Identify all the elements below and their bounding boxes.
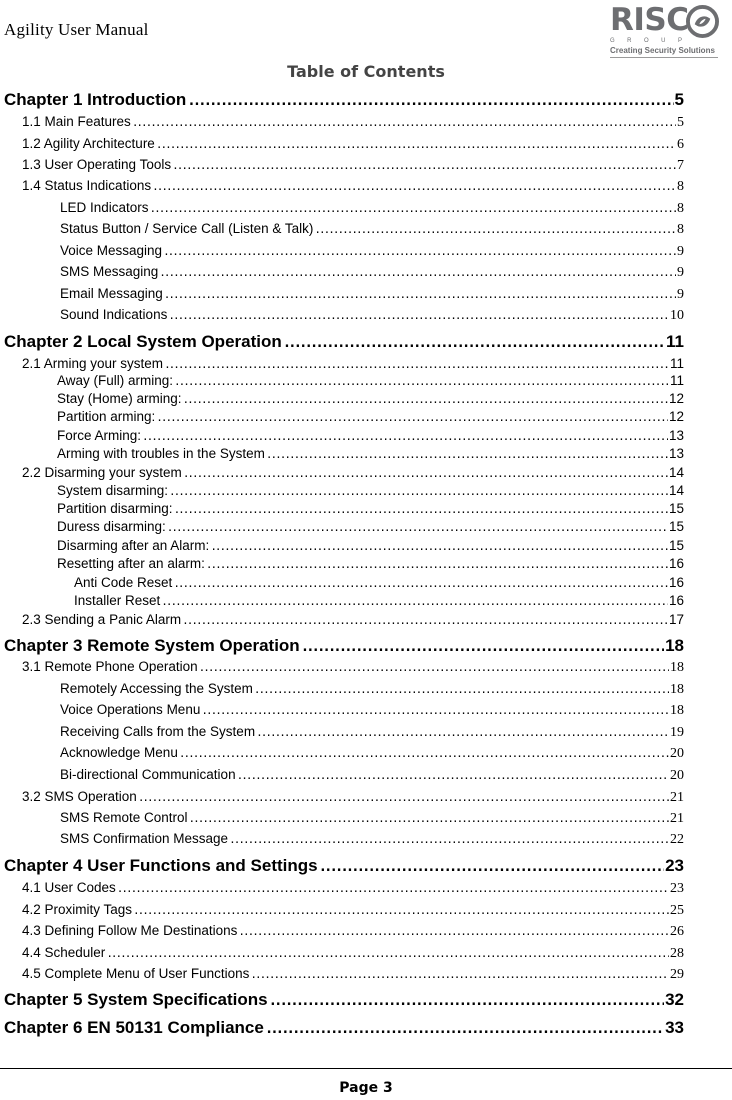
toc-dot-leader — [254, 683, 669, 696]
toc-entry-label: Duress disarming: — [57, 519, 166, 534]
toc-entry-page: 29 — [670, 967, 684, 982]
toc-entry-label: Stay (Home) arming: — [57, 391, 182, 406]
toc-dot-leader — [174, 503, 668, 516]
toc-chapter-entry[interactable] — [4, 332, 684, 352]
toc-dot-leader — [167, 521, 668, 534]
toc-dot-leader — [250, 968, 669, 981]
toc-dot-leader — [172, 159, 676, 172]
toc-entry-page: 19 — [670, 725, 684, 740]
toc-entry-page: 28 — [670, 946, 684, 961]
toc-entry-label: Remotely Accessing the System — [60, 681, 253, 696]
logo-wordmark: RISC — [610, 2, 689, 38]
toc-dot-leader — [238, 925, 669, 938]
toc-entry-label: Acknowledge Menu — [60, 745, 178, 760]
toc-entry-label: 1.3 User Operating Tools — [22, 157, 172, 172]
toc-entry-page: 15 — [668, 538, 684, 553]
toc-dot-leader — [179, 747, 669, 760]
toc-dot-leader — [152, 180, 676, 193]
toc-entry-label: Chapter 3 Remote System Operation — [4, 636, 300, 655]
toc-entry-page: 12 — [668, 409, 684, 424]
toc-entry[interactable] — [60, 264, 684, 281]
toc-dot-leader — [174, 375, 669, 388]
toc-chapter-entry[interactable] — [4, 636, 684, 656]
toc-entry-label: Status Button / Service Call (Listen & Talk) — [60, 221, 314, 236]
toc-entry[interactable] — [60, 221, 684, 238]
toc-dot-leader — [237, 769, 669, 782]
toc-entry-page: 11 — [669, 356, 684, 371]
toc-entry[interactable] — [22, 789, 684, 806]
toc-entry-page: 5 — [674, 90, 684, 109]
toc-entry-label: Away (Full) arming: — [57, 373, 174, 388]
toc-entry-label: 1.2 Agility Architecture — [22, 136, 155, 151]
toc-entry[interactable] — [60, 702, 684, 719]
footer-divider — [0, 1068, 732, 1069]
toc-entry[interactable] — [22, 880, 684, 897]
toc-entry-label: 2.3 Sending a Panic Alarm — [22, 612, 182, 627]
toc-entry[interactable] — [57, 556, 684, 571]
toc-entry-page: 16 — [668, 556, 684, 571]
toc-dot-leader — [138, 791, 669, 804]
toc-entry-page: 12 — [668, 391, 684, 406]
toc-entry[interactable] — [57, 519, 684, 534]
toc-entry[interactable] — [22, 136, 684, 153]
toc-entry-page: 18 — [665, 636, 684, 655]
toc-entry-page: 25 — [670, 903, 684, 918]
toc-entry-label: Voice Messaging — [60, 243, 163, 258]
toc-dot-leader — [142, 430, 668, 443]
toc-entry[interactable] — [57, 483, 684, 498]
toc-entry-label: 4.3 Defining Follow Me Destinations — [22, 923, 238, 938]
toc-entry-page: 23 — [665, 856, 684, 875]
toc-entry-label: Disarming after an Alarm: — [57, 538, 210, 553]
toc-entry-page: 22 — [670, 832, 684, 847]
toc-dot-leader — [182, 614, 668, 627]
toc-entry-label: 1.1 Main Features — [22, 114, 131, 129]
toc-entry-page: 23 — [670, 881, 684, 896]
risco-swirl-icon — [686, 5, 719, 38]
toc-entry[interactable] — [22, 659, 684, 676]
toc-entry[interactable] — [60, 200, 684, 217]
toc-dot-leader — [189, 812, 669, 825]
toc-dot-leader — [199, 661, 669, 674]
toc-entry-label: 3.2 SMS Operation — [22, 789, 137, 804]
toc-dot-leader — [164, 358, 669, 371]
toc-entry[interactable] — [22, 465, 684, 480]
toc-dot-leader — [210, 540, 668, 553]
toc-entry[interactable] — [60, 810, 684, 827]
toc-entry-page: 18 — [670, 660, 684, 675]
toc-entry-label: 4.2 Proximity Tags — [22, 902, 133, 917]
toc-entry-label: Chapter 1 Introduction — [4, 90, 187, 109]
toc-entry-label: Partition disarming: — [57, 501, 173, 516]
toc-dot-leader — [269, 993, 664, 1009]
toc-entry-page: 11 — [669, 373, 684, 388]
toc-entry[interactable] — [74, 593, 684, 608]
toc-entry-page: 21 — [670, 790, 684, 805]
toc-entry-page: 33 — [665, 1018, 684, 1037]
toc-entry[interactable] — [57, 373, 684, 388]
toc-entry-page: 11 — [666, 332, 684, 351]
toc-entry-page: 10 — [670, 308, 684, 323]
toc-entry-label: Sound Indications — [60, 307, 168, 322]
toc-chapter-entry[interactable] — [4, 990, 684, 1010]
toc-dot-leader — [106, 947, 669, 960]
toc-entry[interactable] — [60, 831, 684, 848]
toc-entry[interactable] — [60, 307, 684, 324]
toc-entry-page: 7 — [677, 158, 684, 173]
toc-dot-leader — [229, 833, 669, 846]
toc-dot-leader — [201, 704, 669, 717]
toc-entry-page: 13 — [668, 446, 684, 461]
toc-entry-page: 6 — [677, 137, 684, 152]
toc-entry-page: 9 — [677, 287, 684, 302]
toc-entry-label: 1.4 Status Indications — [22, 178, 152, 193]
toc-entry-page: 8 — [677, 201, 684, 216]
toc-dot-leader — [156, 411, 668, 424]
toc-dot-leader — [156, 138, 676, 151]
toc-dot-leader — [319, 859, 664, 875]
toc-entry-page: 9 — [677, 265, 684, 280]
toc-entry-page: 8 — [677, 222, 684, 237]
toc-entry-label: 4.4 Scheduler — [22, 945, 106, 960]
toc-entry-page: 20 — [670, 768, 684, 783]
toc-entry[interactable] — [60, 724, 684, 741]
toc-entry-label: Partition arming: — [57, 409, 156, 424]
toc-entry[interactable] — [22, 157, 684, 174]
toc-entry-label: 3.1 Remote Phone Operation — [22, 659, 198, 674]
toc-chapter-entry[interactable] — [4, 1018, 684, 1038]
toc-entry-page: 32 — [665, 990, 684, 1009]
toc-entry-label: LED Indicators — [60, 200, 149, 215]
toc-entry[interactable] — [22, 945, 684, 962]
toc-entry[interactable] — [22, 923, 684, 940]
toc-dot-leader — [133, 904, 669, 917]
toc-entry[interactable] — [22, 902, 684, 919]
toc-entry[interactable] — [60, 767, 684, 784]
toc-dot-leader — [169, 485, 668, 498]
toc-entry-label: 4.5 Complete Menu of User Functions — [22, 966, 250, 981]
toc-dot-leader — [164, 288, 676, 301]
toc-entry[interactable] — [57, 538, 684, 553]
toc-dot-leader — [117, 882, 669, 895]
toc-dot-leader — [314, 223, 676, 236]
toc-dot-leader — [283, 335, 665, 351]
document-title: Agility User Manual — [4, 20, 149, 39]
toc-entry[interactable] — [57, 428, 684, 443]
toc-entry[interactable] — [22, 178, 684, 195]
toc-entry-label: Chapter 4 User Functions and Settings — [4, 856, 318, 875]
toc-entry-page: 18 — [670, 682, 684, 697]
toc-entry-label: Chapter 2 Local System Operation — [4, 332, 282, 351]
toc-dot-leader — [266, 448, 668, 461]
toc-entry[interactable] — [22, 356, 684, 371]
toc-entry-label: Resetting after an alarm: — [57, 556, 205, 571]
toc-dot-leader — [159, 266, 676, 279]
toc-dot-leader — [163, 245, 676, 258]
toc-entry-page: 16 — [668, 575, 684, 590]
toc-entry[interactable] — [57, 409, 684, 424]
toc-entry[interactable] — [22, 114, 684, 131]
toc-entry-page: 15 — [668, 501, 684, 516]
toc-dot-leader — [168, 309, 669, 322]
toc-entry-page: 15 — [668, 519, 684, 534]
toc-dot-leader — [256, 726, 669, 739]
toc-entry[interactable] — [60, 681, 684, 698]
toc-dot-leader — [183, 467, 668, 480]
toc-entry-label: Receiving Calls from the System — [60, 724, 256, 739]
toc-entry-label: System disarming: — [57, 483, 169, 498]
risco-logo — [608, 2, 728, 62]
toc-entry[interactable] — [22, 966, 684, 983]
toc-dot-leader — [161, 595, 668, 608]
logo-underline — [610, 57, 718, 58]
toc-entry-page: 8 — [677, 179, 684, 194]
toc-entry-page: 26 — [670, 924, 684, 939]
toc-entry-label: Email Messaging — [60, 286, 163, 301]
toc-entry[interactable] — [57, 391, 684, 406]
toc-entry-page: 18 — [670, 703, 684, 718]
toc-entry[interactable] — [60, 745, 684, 762]
toc-entry-page: 5 — [677, 115, 684, 130]
toc-entry-label: 4.1 User Codes — [22, 880, 116, 895]
page-number: Page 3 — [339, 1080, 393, 1096]
toc-entry[interactable] — [57, 501, 684, 516]
toc-entry-label: SMS Messaging — [60, 264, 159, 279]
toc-entry-label: Anti Code Reset — [74, 575, 173, 590]
toc-entry[interactable] — [60, 243, 684, 260]
logo-tagline: Creating Security Solutions — [610, 46, 715, 55]
toc-dot-leader — [301, 639, 664, 655]
toc-chapter-entry[interactable] — [4, 90, 684, 110]
toc-heading: Table of Contents — [287, 62, 445, 81]
toc-entry-page: 14 — [668, 465, 684, 480]
toc-entry-page: 21 — [670, 811, 684, 826]
toc-dot-leader — [265, 1021, 664, 1037]
toc-entry-page: 9 — [677, 244, 684, 259]
toc-entry-label: Bi-directional Communication — [60, 767, 236, 782]
toc-chapter-entry[interactable] — [4, 856, 684, 876]
toc-entry-page: 17 — [668, 612, 684, 627]
toc-dot-leader — [150, 202, 676, 215]
toc-entry-page: 16 — [668, 593, 684, 608]
toc-dot-leader — [206, 558, 668, 571]
toc-entry[interactable] — [57, 446, 684, 461]
toc-dot-leader — [173, 577, 668, 590]
toc-entry-label: Chapter 6 EN 50131 Compliance — [4, 1018, 264, 1037]
toc-entry-page: 13 — [668, 428, 684, 443]
toc-entry-label: 2.1 Arming your system — [22, 356, 164, 371]
toc-dot-leader — [183, 393, 668, 406]
toc-entry[interactable] — [74, 575, 684, 590]
toc-entry-page: 14 — [668, 483, 684, 498]
toc-entry-label: Installer Reset — [74, 593, 161, 608]
toc-entry-label: Arming with troubles in the System — [57, 446, 265, 461]
toc-entry[interactable] — [22, 612, 684, 627]
toc-entry-label: SMS Remote Control — [60, 810, 188, 825]
toc-dot-leader — [187, 93, 673, 109]
logo-group-text: GROUP — [610, 38, 695, 44]
toc-entry[interactable] — [60, 286, 684, 303]
toc-dot-leader — [132, 116, 676, 129]
toc-entry-label: 2.2 Disarming your system — [22, 465, 182, 480]
toc-entry-label: Voice Operations Menu — [60, 702, 201, 717]
toc-entry-label: Force Arming: — [57, 428, 142, 443]
toc-entry-label: Chapter 5 System Specifications — [4, 990, 268, 1009]
toc-entry-label: SMS Confirmation Message — [60, 831, 229, 846]
toc-entry-page: 20 — [670, 746, 684, 761]
